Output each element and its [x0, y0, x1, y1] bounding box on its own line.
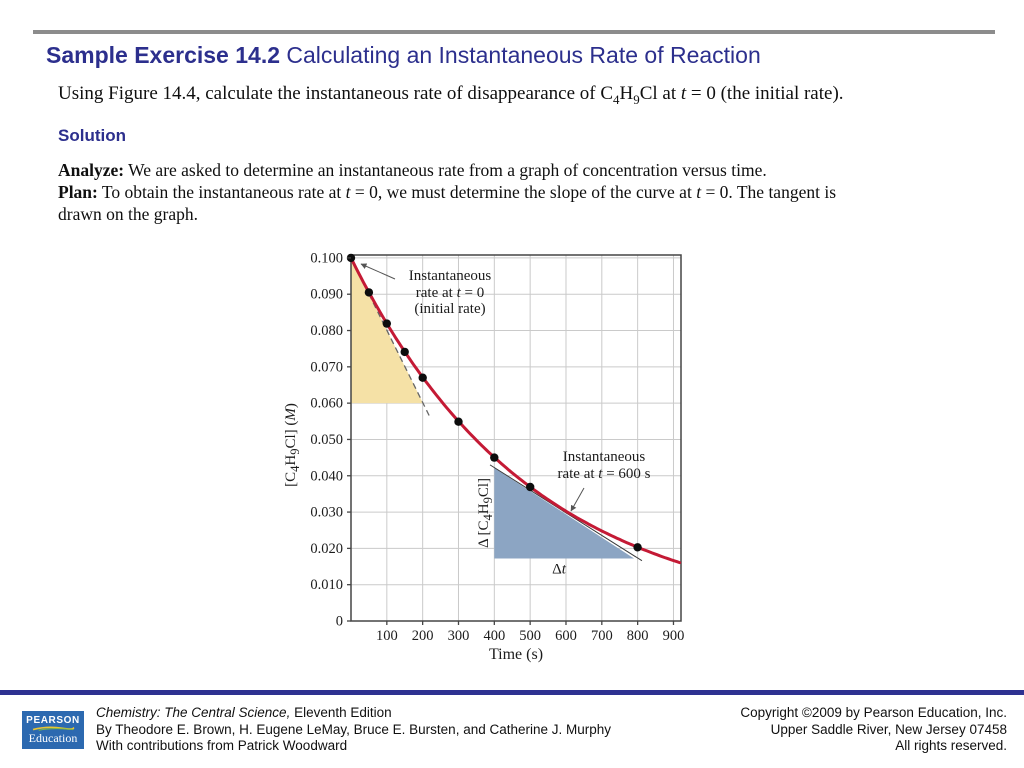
- x-tick-label: 100: [375, 628, 398, 644]
- pearson-logo: [22, 711, 84, 749]
- title-exercise-number: Sample Exercise 14.2: [46, 42, 280, 68]
- x-tick-label: 400: [483, 628, 506, 644]
- subscript-9: 9: [633, 91, 640, 107]
- arrow-to-initial-point: [361, 264, 395, 279]
- problem-text: Using Figure 14.4, calculate the instantaneous rate of disappearance of C: [58, 83, 614, 104]
- figure-concentration-vs-time: [283, 246, 713, 668]
- y-tick-label: 0.030: [310, 504, 343, 521]
- y-tick-label: 0.060: [310, 395, 343, 412]
- analyze-label: Analyze:: [58, 160, 125, 180]
- plot-border: [351, 255, 681, 621]
- y-tick-label: 0.100: [310, 250, 343, 267]
- data-point: [365, 288, 373, 296]
- data-point: [401, 348, 409, 356]
- y-tick-label: 0.070: [310, 359, 343, 376]
- x-tick-label: 900: [662, 628, 685, 644]
- header-rule: [33, 30, 995, 34]
- footer-book-title: Chemistry: The Central Science, Eleventh Edition: [96, 705, 392, 720]
- x-tick-label: 200: [411, 628, 434, 644]
- pearson-logo-wordmark: PEARSON: [26, 715, 80, 726]
- x-tick-label: 600: [555, 628, 577, 644]
- italic-t: t: [696, 182, 702, 202]
- data-point: [633, 543, 641, 551]
- subscript-4: 4: [613, 91, 620, 107]
- y-axis-label: $[C_4H_9Cl]$ (M): [283, 403, 302, 487]
- footer-copyright: Copyright ©2009 by Pearson Education, Inc. Upper Saddle River, New Jersey 07458 All rights reserved.: [740, 705, 1007, 753]
- delta-concentration-label: Δ $[C_4H_9Cl]$: [476, 477, 495, 549]
- slide-title: [46, 42, 761, 69]
- italic-t: t: [345, 182, 351, 202]
- x-tick-label: 500: [519, 628, 542, 644]
- footer-authors: By Theodore E. Brown, H. Eugene LeMay, Bruce E. Bursten, and Catherine J. Murphy: [96, 721, 612, 737]
- problem-statement: Using Figure 14.4, calculate the instantaneous rate of disappearance of $C_4H_9Cl$ at t = 0 (the initial rate).: [58, 83, 844, 107]
- data-point: [419, 374, 427, 382]
- y-tick-label: 0.050: [310, 431, 343, 448]
- solution-text: [58, 159, 876, 225]
- arrow-to-curve-600s: [571, 488, 584, 511]
- title-text: Calculating an Instantaneous Rate of Reaction: [280, 42, 761, 68]
- footer-divider: [0, 690, 1024, 695]
- plan-paragraph: Plan: To obtain the instantaneous rate at t = 0, we must determine the slope of the curve at t = 0. The tangent is drawn on the graph.: [58, 182, 837, 224]
- y-tick-label: 0.040: [310, 468, 343, 485]
- data-point: [454, 418, 462, 426]
- data-point: [383, 319, 391, 327]
- x-tick-label: 800: [626, 628, 649, 644]
- plan-label: Plan:: [58, 182, 98, 202]
- delta-t-label: Δt: [552, 561, 566, 578]
- data-point: [526, 483, 534, 491]
- footer-contributors: With contributions from Patrick Woodward: [96, 738, 348, 753]
- y-tick-label: 0.010: [310, 577, 343, 594]
- y-tick-label: 0.080: [310, 323, 343, 340]
- analyze-paragraph: Analyze: We are asked to determine an instantaneous rate from a graph of concentration versus time.: [58, 160, 767, 180]
- italic-t: t: [680, 83, 687, 104]
- footer-book-info: [96, 705, 611, 755]
- pearson-logo-education: Education: [28, 731, 78, 745]
- data-point: [490, 453, 498, 461]
- y-tick-label: 0: [335, 613, 343, 630]
- y-tick-label: 0.020: [310, 540, 343, 557]
- solution-heading: Solution: [58, 126, 126, 145]
- x-tick-label: 700: [590, 628, 613, 644]
- annotation-initial-rate: Instantaneous rate at t = 0 (initial rate): [408, 268, 492, 317]
- y-tick-label: 0.090: [310, 286, 343, 303]
- x-tick-label: 300: [447, 628, 470, 644]
- annotation-rate-at-600s: Instantaneous rate at t = 600 s: [557, 449, 651, 482]
- x-axis-title: Time (s): [488, 646, 544, 663]
